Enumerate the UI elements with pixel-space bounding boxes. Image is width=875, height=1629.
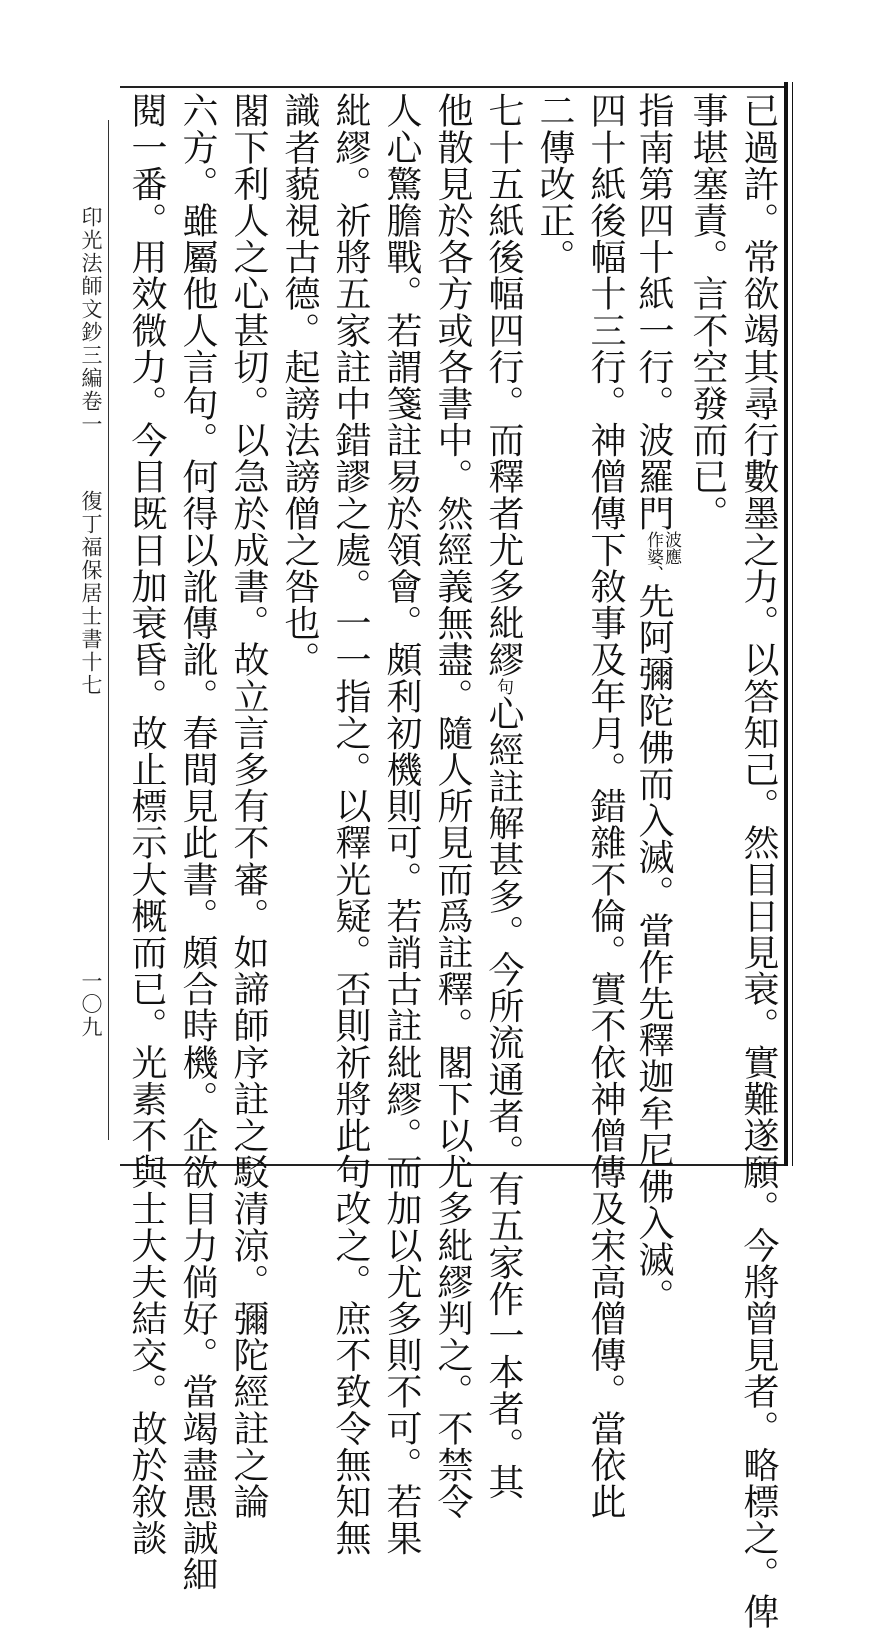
text-column-9: 紕繆。祈將五家註中錯謬之處。一一指之。以釋光疑。否則祈將此句改之。庶不致令無知無 xyxy=(330,92,371,1556)
column-3-text: 指南第四十紙一行。波羅門 xyxy=(633,92,674,532)
margin-rule xyxy=(108,120,109,1140)
text-column-13: 閱一番。用效微力。今目既日加衰昏。故止標示大概而已。光素不與士大夫結交。故於敘談 xyxy=(126,92,167,1556)
interlinear-note-2: 句 xyxy=(493,677,513,695)
frame-border-right-thin xyxy=(792,82,793,1166)
text-column-5: 二傳改正。 xyxy=(534,92,575,275)
column-6-tail: 心經註解甚多。今所流通者。有五家作一本者。其 xyxy=(483,694,524,1500)
frame-border-right xyxy=(784,82,788,1166)
letter-title: 復丁福保居士書十七 xyxy=(79,490,103,697)
text-column-7: 他散見於各方或各書中。然經義無盡。隨人所見而爲註釋。閣下以尤多紕繆判之。不禁令 xyxy=(432,92,473,1520)
column-3-tail: 先阿彌陀佛而入滅。當作先釋迦牟尼佛入滅。 xyxy=(633,582,674,1315)
text-column-8: 人心驚膽戰。若謂箋註易於領會。頗利初機則可。若誚古註紕繆。而加以尤多則不可。若果 xyxy=(381,92,422,1556)
note-line-1: 波應 xyxy=(661,531,681,566)
text-column-1: 已過許。常欲竭其尋行數墨之力。以答知己。然目日見衰。實難遂願。今將曾見者。略標之。俾 xyxy=(738,92,779,1629)
text-column-11: 閣下利人之心甚切。以急於成書。故立言多有不審。如諦師序註之駁清涼。彌陀經註之論 xyxy=(228,92,269,1520)
text-column-4: 四十紙後幅十三行。神僧傳下敘事及年月。錯雜不倫。實不依神僧傳及宋高僧傳。當依此 xyxy=(585,92,626,1520)
book-title: 印光法師文鈔三編卷一 xyxy=(79,206,103,436)
text-column-6 xyxy=(479,92,527,1500)
text-column-2: 事堪塞責。言不空發而已。 xyxy=(687,92,728,532)
text-column-3 xyxy=(632,92,680,1314)
interlinear-note xyxy=(644,531,680,582)
text-column-10: 識者藐視古德。起謗法謗僧之咎也。 xyxy=(279,92,320,678)
column-6-text: 七十五紙後幅四行。而釋者尤多紕繆 xyxy=(483,92,524,678)
text-column-12: 六方。雖屬他人言句。何得以訛傳訛。春間見此書。頗合時機。企欲目力倘好。當竭盡愚誠細 xyxy=(177,92,218,1593)
page-number: 一〇九 xyxy=(79,970,103,1039)
note-line-2: 作婆、 xyxy=(643,531,663,583)
